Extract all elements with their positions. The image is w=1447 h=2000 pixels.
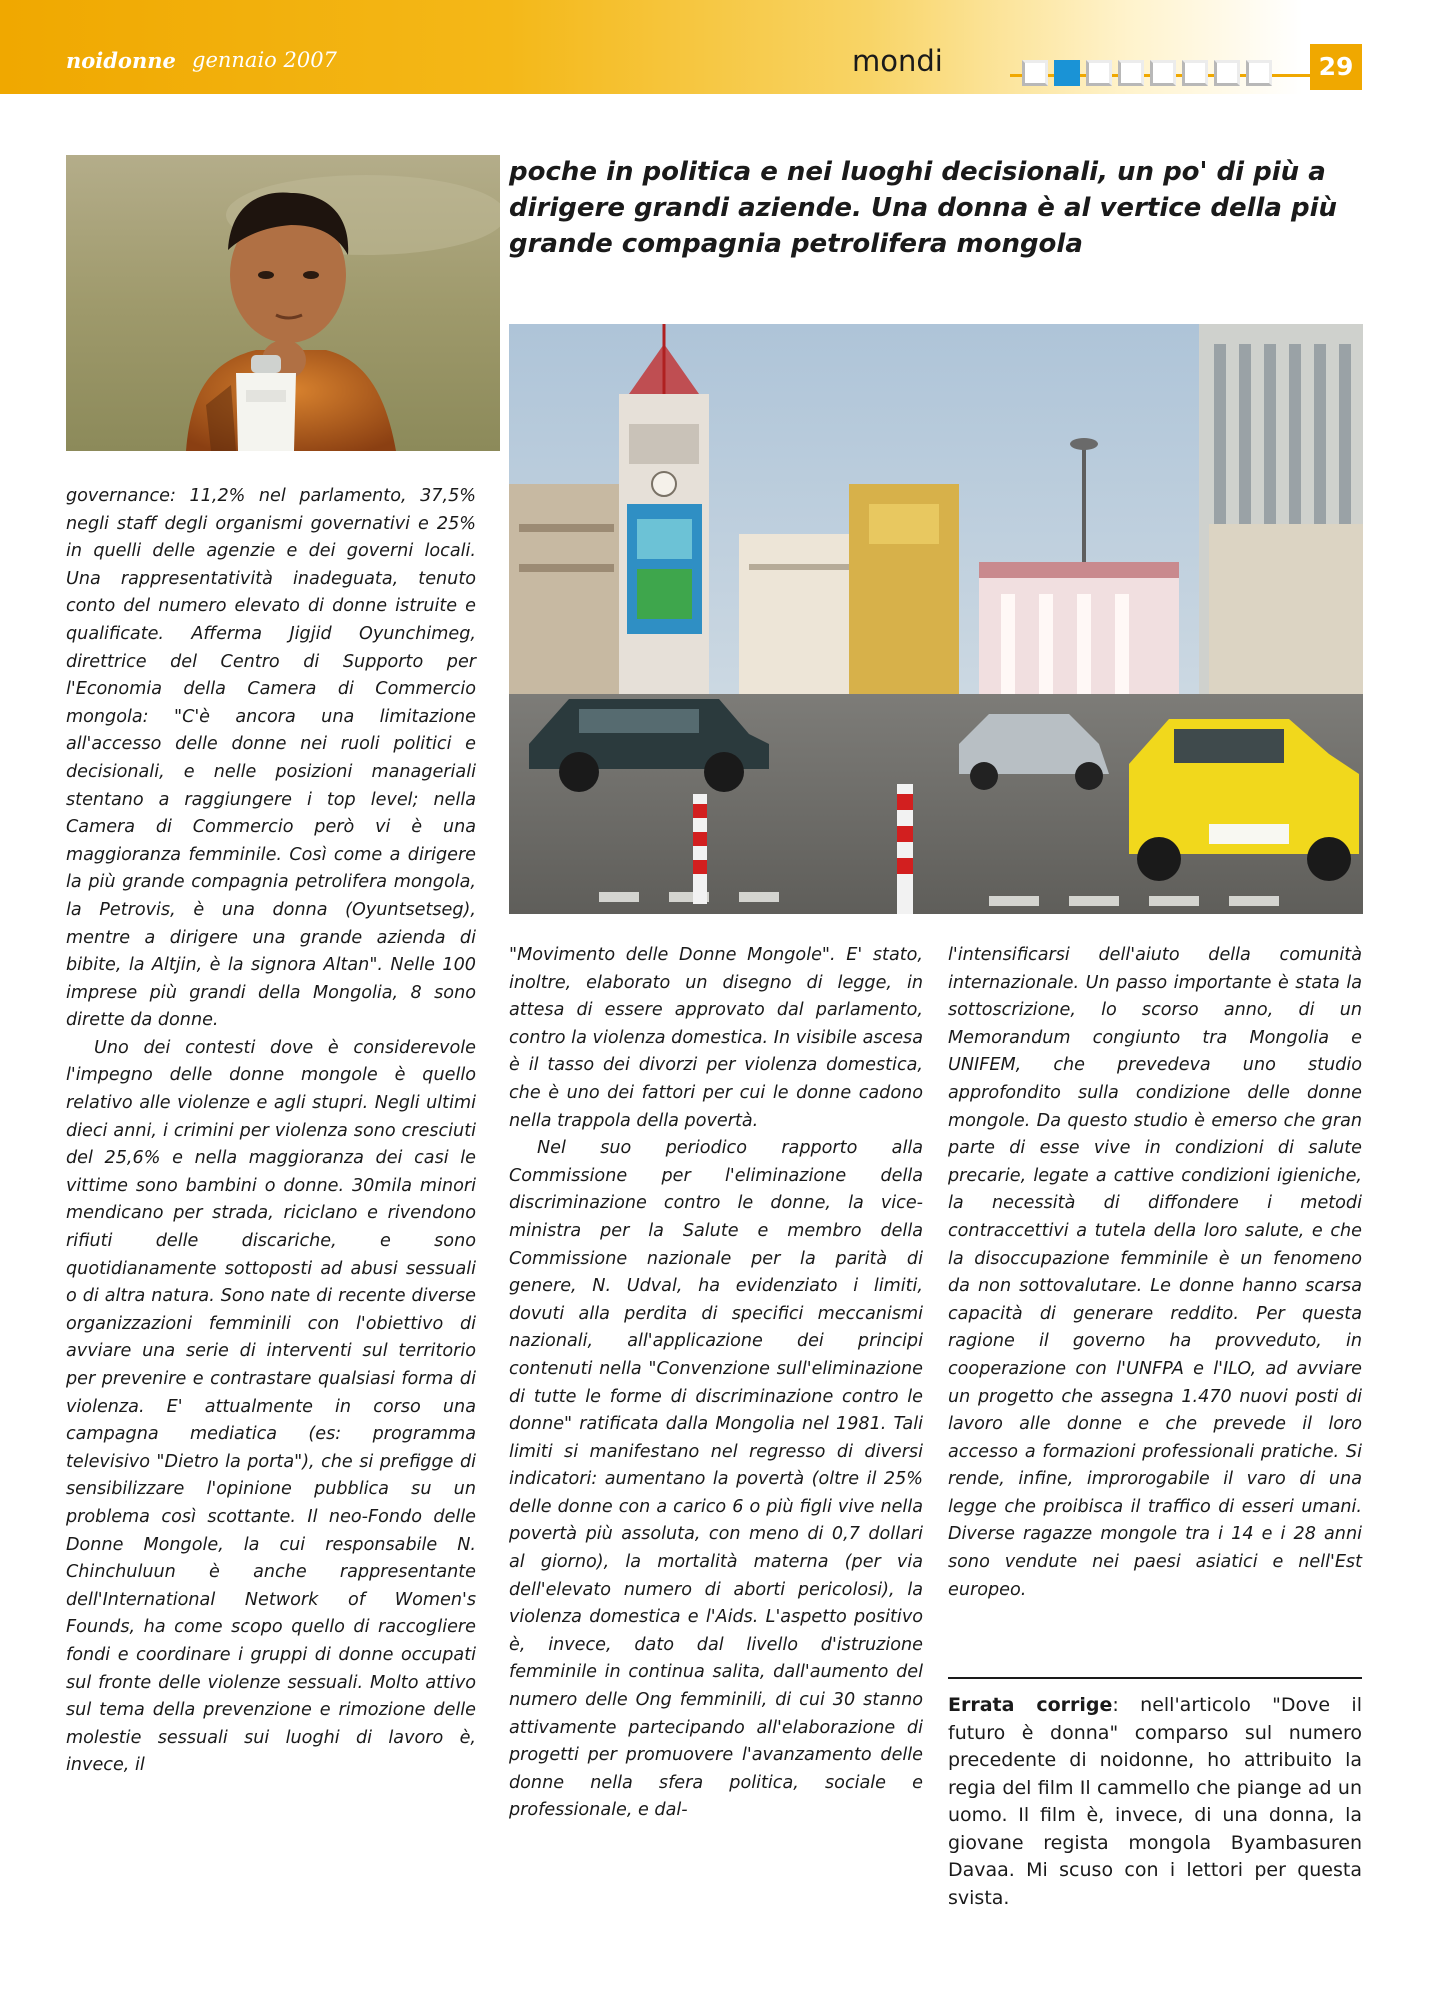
- paragraph: governance: 11,2% nel parlamento, 37,5% negli staff degli organismi governativi e 25% in quelli delle agenzie e dei governi locali. Una rappresentatività inadeguata, tenuto conto del numero elevato di donne istruite e qualificate. Afferma Jigjid Oyunchimeg, direttrice del Centro di Supporto per l'Economia della Camera di Commercio mongola: "C'è ancora una limitazione all'accesso delle donne nei ruoli politici e decisionali, e nelle posizioni manageriali stentano a raggiungere i top level; nella Camera di Commercio però vi è una maggioranza femminile. Così come a dirigere la più grande compagnia petrolifera mongola, la Petrovis, è una donna (Oyuntsetseg), mentre a dirigere una grande azienda di bibite, la Altjin, è la signora Altan". Nelle 100 imprese più grandi della Mongolia, 8 sono dirette da donne.: [66, 486, 476, 1031]
- magazine-name: noidonne: [66, 48, 176, 73]
- indicator-box: [1022, 60, 1048, 86]
- section-title: mondi: [852, 44, 943, 78]
- paragraph: l'intensificarsi dell'aiuto della comunità internazionale. Un passo importante è stata la sottoscrizione, lo scorso anno, di un Memorandum congiunto tra Mongolia e UNIFEM, che prevedeva uno studio approfondito sulla condizione delle donne mongole. Da questo studio è emerso che gran parte di esse vive in condizioni di salute precarie, legate a cattive condizioni igieniche, la necessità di diffondere i metodi contraccettivi a tutela della loro salute, e che la disoccupazione femminile è un fenomeno da non sottovalutare. Le donne hanno scarsa capacità di generare reddito. Per questa ragione il governo ha provveduto, in cooperazione con l'UNFPA e l'ILO, ad avviare un progetto che assegna 1.470 nuovi posti di lavoro alle donne e che prevede il loro accesso a formazioni professionali pratiche. Si rende, infine, improrogabile il varo di una legge che proibisca il traffico di esseri umani. Diverse ragazze mongole tra i 14 e i 28 anni sono vendute nei paesi asiatici e nell'Est europeo.: [948, 945, 1362, 1600]
- article-column-1: [66, 483, 476, 1780]
- indicator-box: [1214, 60, 1240, 86]
- issue-date: gennaio 2007: [192, 48, 337, 72]
- article-column-2: [509, 942, 923, 1825]
- errata-divider: [948, 1677, 1362, 1679]
- paragraph: Nel suo periodico rapporto alla Commissione per l'eliminazione della discriminazione contro le donne, la vice-ministra per la Salute e membro della Commissione nazionale per la parità di genere, N. Udval, ha evidenziato i limiti, dovuti alla perdita di specifici meccanismi nazionali, all'applicazione dei principi contenuti nella "Convenzione sull'eliminazione di tutte le forme di discriminazione contro le donne" ratificata dalla Mongolia nel 1981. Tali limiti si manifestano nel regresso di diversi indicatori: aumentano la povertà (oltre il 25% delle donne con a carico 6 o più figli vive nella povertà più assoluta, con meno di 0,7 dollari al giorno), la mortalità materna (per via dell'elevato numero di aborti pericolosi), la violenza domestica e l'Aids. L'aspetto positivo è, invece, dato dal livello d'istruzione femminile in continua salita, dall'aumento del numero delle Ong femminili, di cui 30 stanno attivamente partecipando all'elaborazione di progetti per promuovere l'avanzamento delle donne nella sfera politica, sociale e professionale, e dal-: [509, 1138, 923, 1821]
- indicator-box-active: [1054, 60, 1080, 86]
- article-column-3: [948, 942, 1362, 1604]
- street-photo: [509, 324, 1363, 914]
- errata-box: [948, 1692, 1362, 1912]
- indicator-box: [1246, 60, 1272, 86]
- photo-ulaanbaatar-street-icon: [509, 324, 1363, 914]
- article-deck: poche in politica e nei luoghi decisionali, un po' di più a dirigere grandi aziende. Una donna è al vertice della più grande compagnia petrolifera mongola: [509, 157, 1338, 259]
- indicator-box: [1182, 60, 1208, 86]
- photo-boy-drinking-milk-icon: [66, 155, 500, 451]
- paragraph: "Movimento delle Donne Mongole". E' stato, inoltre, elaborato un disegno di legge, in attesa di essere approvato dal parlamento, contro la violenza domestica. In visibile ascesa è il tasso dei divorzi per violenza domestica, che è uno dei fattori per cui le donne cadono nella trappola della povertà.: [509, 945, 923, 1131]
- errata-label: Errata corrige: [948, 1694, 1113, 1716]
- child-photo: [66, 155, 500, 451]
- page-header: [0, 0, 1447, 94]
- errata-text: : nell'articolo "Dove il futuro è donna" comparso sul numero precedente di noidonne, ho attribuito la regia del film Il cammello che piange ad un uomo. Il film è, invece, di una donna, la giovane regista mongola Byambasuren Davaa. Mi scuso con i lettori per questa svista.: [948, 1694, 1362, 1909]
- indicator-box: [1086, 60, 1112, 86]
- paragraph: Uno dei contesti dove è considerevole l'impegno delle donne mongole è quello relativo alle violenze e agli stupri. Negli ultimi dieci anni, i crimini per violenza sono cresciuti del 25,6% e nella maggioranza dei casi le vittime sono bambini o donne. 30mila minori mendicano per strada, riciclano e rivendono rifiuti delle discariche, e sono quotidianamente sottoposti ad abusi sessuali o di altra natura. Sono nate di recente diverse organizzazioni femminili con l'obiettivo di avviare una serie di interventi sul territorio per prevenire e contrastare qualsiasi forma di violenza. E' attualmente in corso una campagna mediatica (es: programma televisivo "Dietro la porta"), che si prefigge di sensibilizzare l'opinione pubblica su un problema così scottante. Il neo-Fondo delle Donne Mongole, la cui responsabile N. Chinchuluun è anche rappresentante dell'International Network of Women's Founds, ha come scopo quello di raccogliere fondi e coordinare i gruppi di donne occupati sul fronte delle violenze sessuali. Molto attivo sul tema della prevenzione e rimozione delle molestie sessuali sui luoghi di lavoro è, invece, il: [66, 1037, 476, 1776]
- indicator-box: [1150, 60, 1176, 86]
- indicator-box: [1118, 60, 1144, 86]
- page-number: 29: [1310, 44, 1362, 90]
